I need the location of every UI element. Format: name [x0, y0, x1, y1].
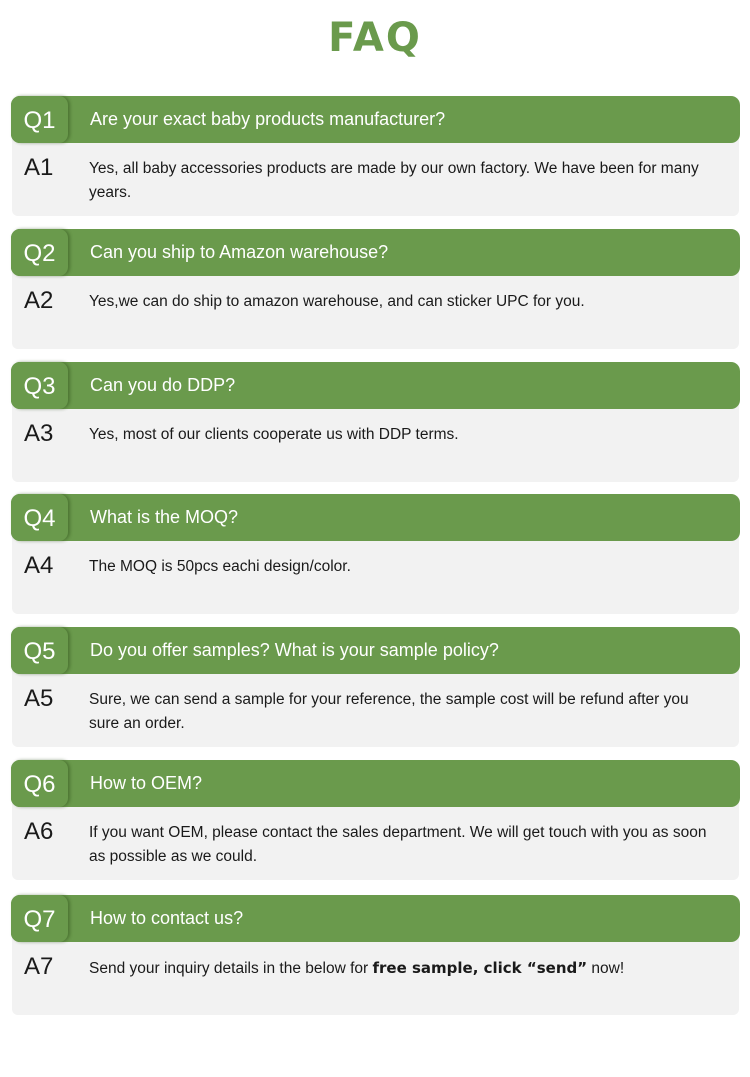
answer-text: If you want OEM, please contact the sales department. We will get touch with you as soon as possible as we could.: [89, 824, 707, 865]
answer-text-suffix: now!: [587, 960, 625, 977]
question-text: Can you ship to Amazon warehouse?: [90, 242, 389, 262]
question-text: Are your exact baby products manufacturer?: [90, 109, 446, 129]
faq-item-5: [11, 627, 740, 748]
answer-number: A7: [24, 953, 54, 980]
answer-number: A1: [24, 154, 54, 181]
answer-text: Sure, we can send a sample for your reference, the sample cost will be refund after you sure an order.: [89, 691, 689, 732]
answer-text-bold: free sample, click “send”: [372, 959, 588, 977]
faq-item-6: [11, 760, 740, 881]
faq-item-2: [11, 229, 740, 350]
answer-text: Yes, all baby accessories products are made by our own factory. We have been for many years.: [89, 160, 699, 201]
answer-text: Yes,we can do ship to amazon warehouse, and can sticker UPC for you.: [89, 293, 585, 310]
question-number: Q2: [23, 240, 56, 267]
answer-number: A6: [24, 818, 54, 845]
page-title: FAQ: [328, 15, 422, 61]
question-text: What is the MOQ?: [90, 507, 239, 527]
faq-item-3: [11, 362, 740, 483]
answer-number: A5: [24, 685, 54, 712]
question-number: Q7: [23, 906, 56, 933]
answer-number: A2: [24, 287, 54, 314]
answer-text: Yes, most of our clients cooperate us with DDP terms.: [89, 426, 459, 443]
question-number: Q5: [23, 638, 56, 665]
answer-text: The MOQ is 50pcs eachi design/color.: [89, 558, 351, 575]
faq-item-7: [11, 895, 740, 1016]
question-text: How to contact us?: [90, 908, 244, 928]
answer-number: A3: [24, 420, 54, 447]
question-number: Q1: [23, 107, 56, 134]
faq-item-1: [11, 96, 740, 217]
question-text: Do you offer samples? What is your sample policy?: [90, 640, 499, 660]
answer-text-prefix: Send your inquiry details in the below for: [89, 960, 373, 977]
question-number: Q6: [23, 771, 56, 798]
question-number: Q3: [23, 373, 56, 400]
faq-item-4: [11, 494, 740, 615]
answer-number: A4: [24, 552, 54, 579]
answer-text: [89, 956, 709, 981]
question-text: How to OEM?: [90, 773, 203, 793]
question-number: Q4: [23, 505, 56, 532]
question-text: Can you do DDP?: [90, 375, 236, 395]
